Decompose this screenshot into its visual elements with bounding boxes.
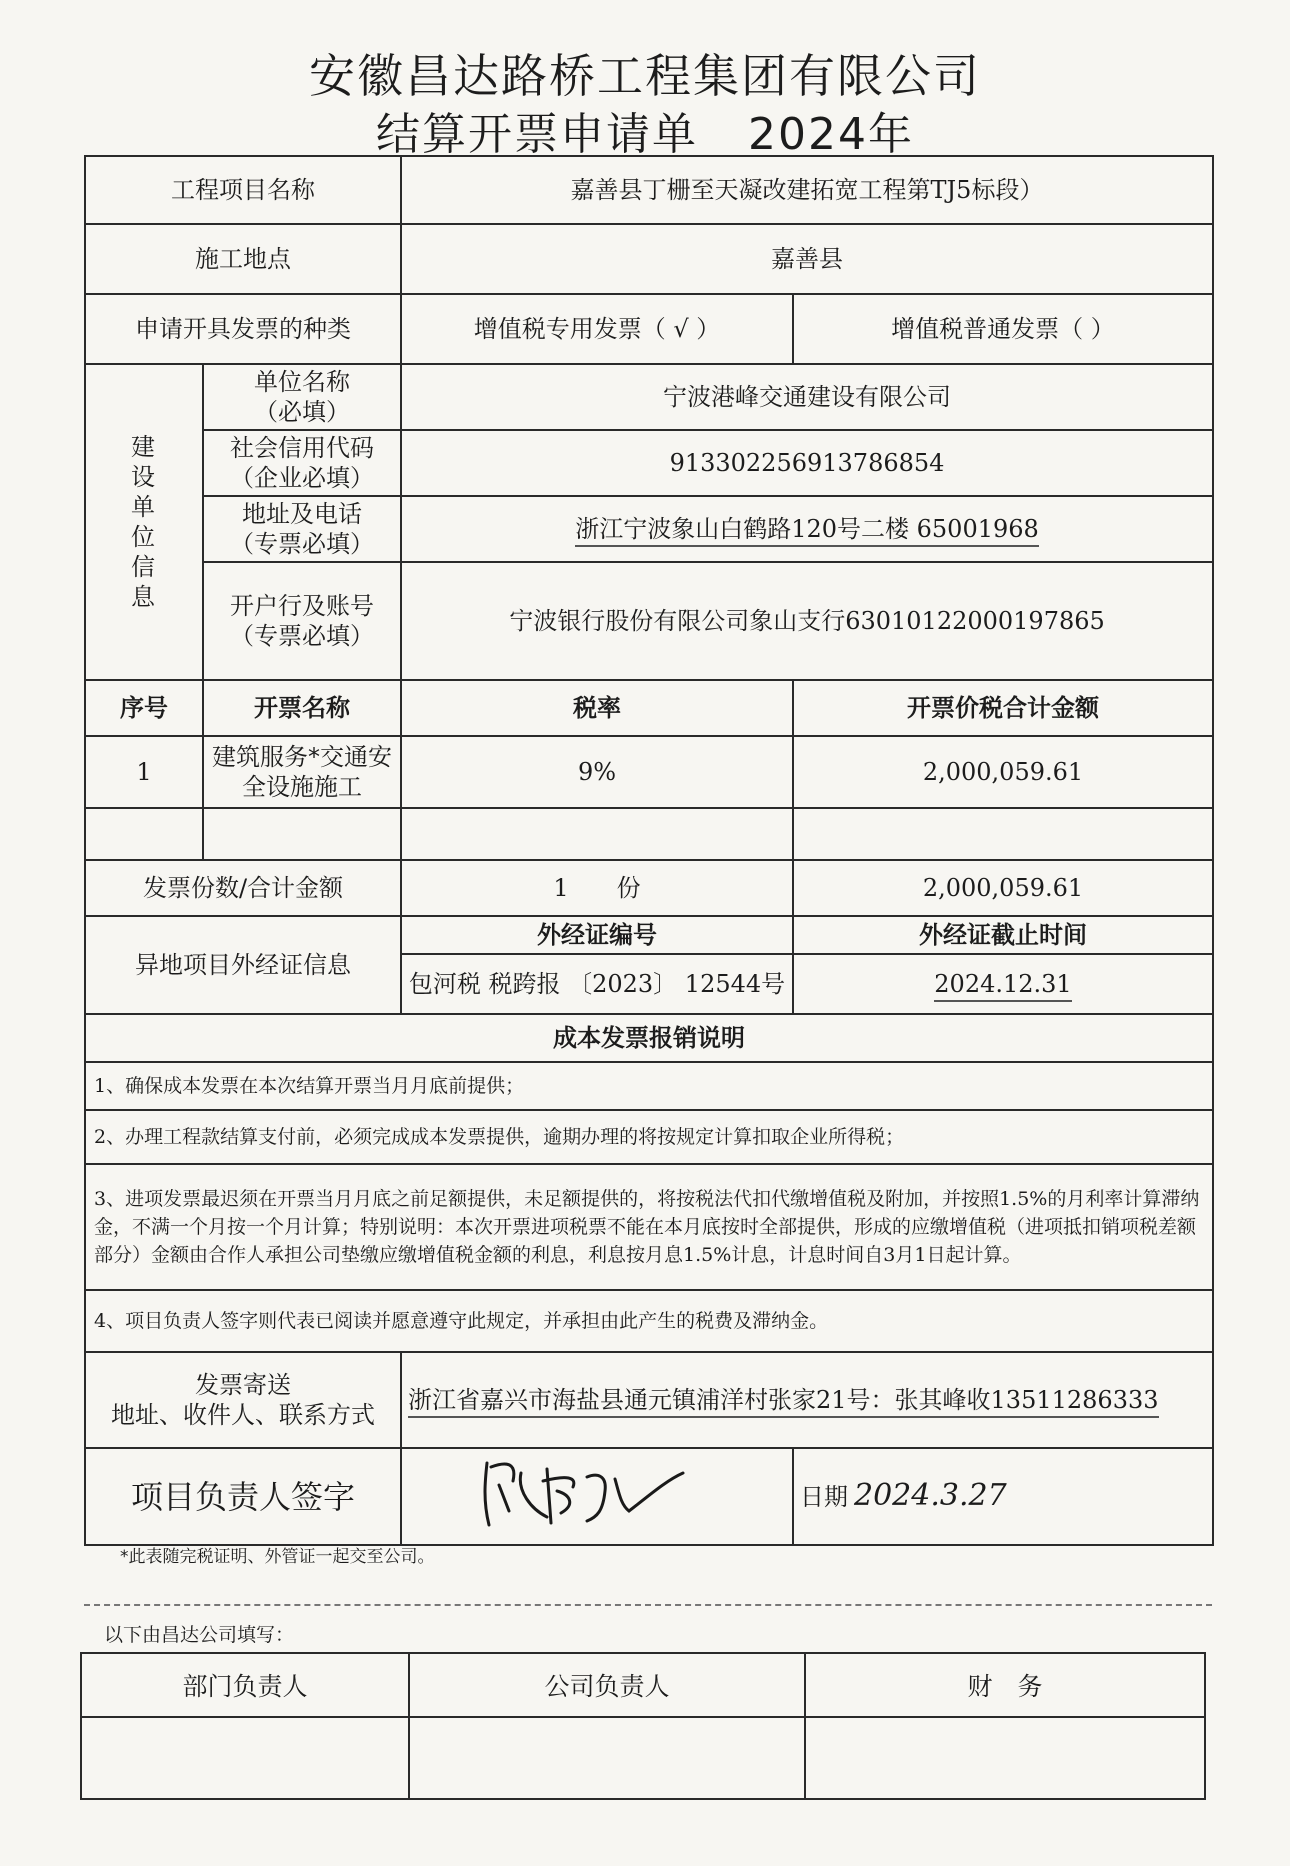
totals-label: 发票份数/合计金额: [85, 860, 401, 916]
company-head-cell: [409, 1717, 805, 1799]
delivery-value: 浙江省嘉兴市海盐县通元镇浦洋村张家21号：张其峰收13511286333: [401, 1352, 1213, 1448]
credit-code-label: 社会信用代码 （企业必填）: [203, 430, 401, 496]
date-cell: [793, 1448, 1213, 1545]
table-row: [85, 736, 1213, 808]
site-value: 嘉善县: [401, 224, 1213, 294]
bank-label: 开户行及账号 （专票必填）: [203, 562, 401, 680]
note-item-3: 3、进项发票最迟须在开票当月月底之前足额提供，未足额提供的，将按税法代扣代缴增值税及附加，并按照1.5%的月利率计算滞纳金，不满一个月按一个月计算；特别说明：本次开票进项税票不能在本月底按时全部提供，形成的应缴增值税（进项抵扣销项税差额部分）金额由合作人承担公司垫缴应缴增值税金额的利息，利息按月息1.5%计息，计息时间自3月1日起计算。: [85, 1164, 1213, 1290]
note-item-4: 4、项目负责人签字则代表已阅读并愿意遵守此规定，并承担由此产生的税费及滞纳金。: [85, 1290, 1213, 1352]
col-header-amount: 开票价税合计金额: [793, 680, 1213, 736]
unit-name-label: 单位名称 （必填）: [203, 364, 401, 430]
note-item-2: 2、办理工程款结算支付前，必须完成成本发票提供，逾期办理的将按规定计算扣取企业所得税；: [85, 1110, 1213, 1164]
note-item-1: 1、确保成本发票在本次结算开票当月月底前提供；: [85, 1062, 1213, 1110]
form-name: 结算开票申请单: [376, 109, 698, 160]
approval-table: [80, 1652, 1206, 1800]
signature-label: 项目负责人签字: [85, 1448, 401, 1545]
invoice-type-label: 申请开具发票的种类: [85, 294, 401, 364]
cert-no-header: 外经证编号: [401, 916, 793, 954]
form-title: [0, 98, 1290, 162]
address-label: 地址及电话 （专票必填）: [203, 496, 401, 562]
col-header-rate: 税率: [401, 680, 793, 736]
date-label: 日期: [800, 1483, 848, 1511]
site-label: 施工地点: [85, 224, 401, 294]
dept-head-cell: [81, 1717, 409, 1799]
company-head-label: 公司负责人: [409, 1653, 805, 1717]
item-no: 1: [85, 736, 203, 808]
project-name-label: 工程项目名称: [85, 156, 401, 224]
vat-normal-invoice: 增值税普通发票（ ）: [793, 294, 1213, 364]
cert-no-value: 包河税 税跨报 〔2023〕 12544号: [401, 954, 793, 1014]
form-year: 2024年: [748, 109, 914, 160]
table-row-empty: [85, 808, 1213, 860]
vat-special-invoice: 增值税专用发票（ √ ）: [401, 294, 793, 364]
delivery-label: 发票寄送 地址、收件人、联系方式: [85, 1352, 401, 1448]
item-amount: 2,000,059.61: [793, 736, 1213, 808]
builder-section-label: 建 设 单 位 信 息: [85, 364, 203, 680]
bank-value: 宁波银行股份有限公司象山支行63010122000197865: [401, 562, 1213, 680]
item-name: 建筑服务*交通安全设施施工: [203, 736, 401, 808]
total-amount: 2,000,059.61: [793, 860, 1213, 916]
invoice-count: 1 份: [401, 860, 793, 916]
date-value: 2024.3.27: [854, 1478, 1007, 1513]
col-header-no: 序号: [85, 680, 203, 736]
divider: [84, 1604, 1212, 1606]
fill-note: 以下由昌达公司填写：: [104, 1624, 295, 1646]
project-name-value: 嘉善县丁栅至天凝改建拓宽工程第TJ5标段）: [401, 156, 1213, 224]
finance-cell: [805, 1717, 1205, 1799]
dept-head-label: 部门负责人: [81, 1653, 409, 1717]
handwritten-signature: [447, 1451, 747, 1535]
settlement-form: [84, 155, 1214, 1546]
signature-area: [401, 1448, 793, 1545]
notes-title: 成本发票报销说明: [85, 1014, 1213, 1062]
unit-name-value: 宁波港峰交通建设有限公司: [401, 364, 1213, 430]
outside-cert-label: 异地项目外经证信息: [85, 916, 401, 1014]
cert-date-header: 外经证截止时间: [793, 916, 1213, 954]
address-value: 浙江宁波象山白鹤路120号二楼 65001968: [401, 496, 1213, 562]
company-title: 安徽昌达路桥工程集团有限公司: [309, 49, 981, 103]
cert-date-value: 2024.12.31: [793, 954, 1213, 1014]
credit-code-value: 913302256913786854: [401, 430, 1213, 496]
col-header-name: 开票名称: [203, 680, 401, 736]
footer-note: *此表随完税证明、外管证一起交至公司。: [120, 1547, 435, 1567]
finance-label: 财 务: [805, 1653, 1205, 1717]
item-rate: 9%: [401, 736, 793, 808]
